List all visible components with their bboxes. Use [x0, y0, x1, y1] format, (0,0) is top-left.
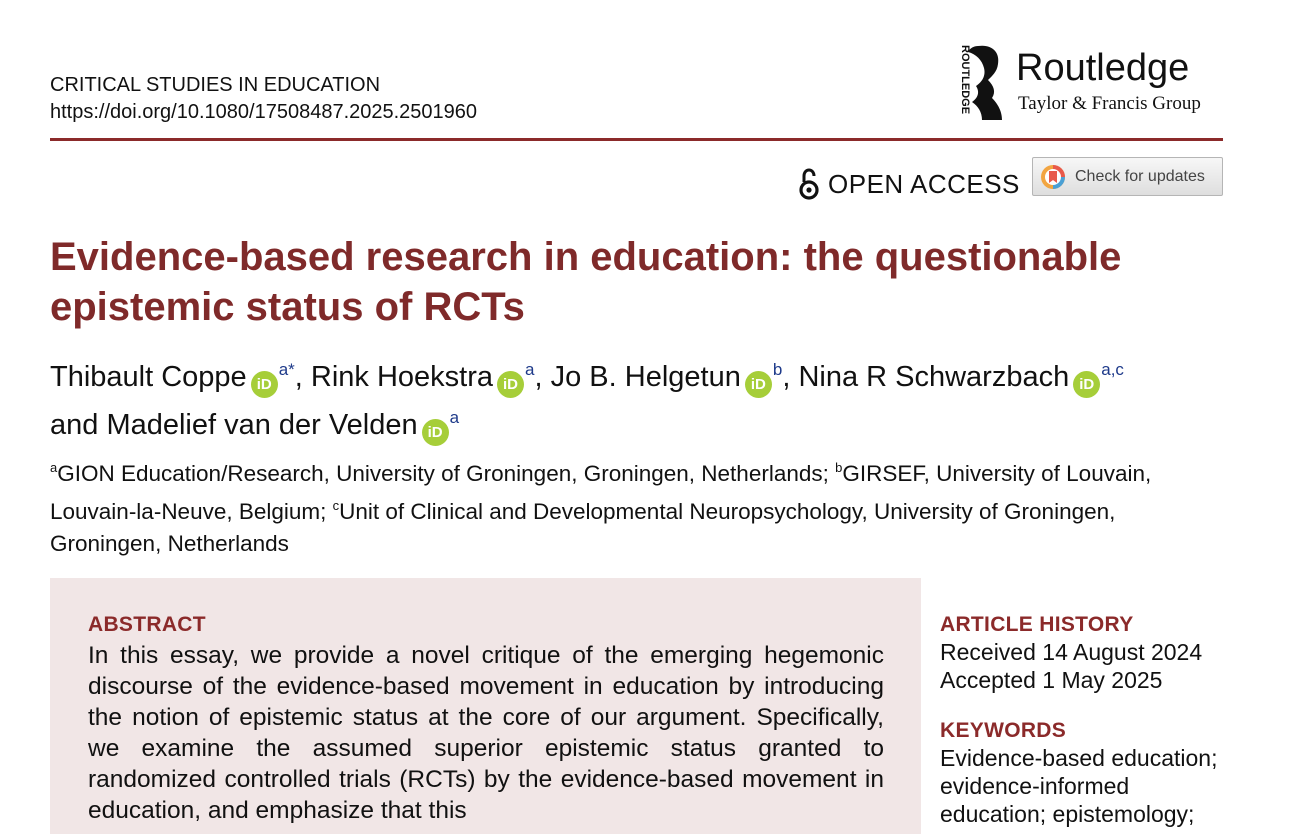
open-lock-icon [798, 168, 820, 200]
abstract-box [50, 578, 921, 834]
svg-text:ROUTLEDGE: ROUTLEDGE [959, 45, 971, 115]
author-item [50, 361, 311, 393]
keyword-item[interactable]: evidence-informed [940, 773, 1130, 799]
publisher-logo[interactable] [948, 42, 1224, 122]
affiliation-marker: b [835, 460, 843, 475]
author-affiliation-marker[interactable]: b [772, 360, 783, 379]
open-access-label: OPEN ACCESS [828, 169, 1020, 199]
affiliation-text: GIRSEF, University of Louvain, Louvain-la-Neuve, Belgium; [50, 461, 1152, 524]
author-name[interactable]: Rink Hoekstra [310, 361, 494, 393]
affiliations [50, 452, 1230, 560]
orcid-icon[interactable]: iD [497, 371, 524, 398]
header-divider [50, 138, 1223, 141]
author-name[interactable]: Nina R Schwarzbach [798, 361, 1070, 393]
orcid-icon[interactable]: iD [422, 419, 449, 446]
article-title: Evidence-based research in education: the questionable epistemic status of RCTs [50, 235, 1122, 329]
abstract-heading: ABSTRACT [88, 613, 206, 636]
affiliation-marker: c [332, 498, 340, 513]
orcid-icon[interactable]: iD [745, 371, 772, 398]
author-item [311, 361, 551, 393]
open-access-badge [798, 166, 1020, 202]
publisher-group: Taylor & Francis Group [1018, 93, 1201, 114]
orcid-icon[interactable]: iD [1073, 371, 1100, 398]
received-date: Received 14 August 2024 [940, 639, 1203, 665]
author-name[interactable]: Jo B. Helgetun [550, 361, 741, 393]
publisher-name: Routledge [1016, 47, 1190, 89]
author-list [50, 350, 1250, 446]
author-separator: , [782, 361, 799, 393]
affiliation-text: GION Education/Research, University of Groningen, Groningen, Netherlands; [57, 461, 836, 486]
check-for-updates-label: Check for updates [1075, 167, 1205, 185]
author-separator: , [294, 361, 311, 393]
author-separator: , [534, 361, 551, 393]
affiliation-text: Unit of Clinical and Developmental Neuropsychology, University of Groningen, Groningen, Netherlands [50, 499, 1116, 556]
author-affiliation-marker[interactable]: a* [278, 360, 295, 379]
article-history [940, 612, 1240, 694]
journal-name: CRITICAL STUDIES IN EDUCATION [50, 74, 381, 96]
accepted-date: Accepted 1 May 2025 [940, 667, 1163, 693]
author-name[interactable]: Thibault Coppe [50, 361, 247, 393]
author-affiliation-marker[interactable]: a,c [1101, 360, 1124, 379]
author-name[interactable]: and Madelief van der Velden [50, 409, 418, 441]
author-affiliation-marker[interactable]: a [449, 408, 460, 427]
keyword-item[interactable]: Evidence-based education; [940, 745, 1218, 771]
keywords [940, 718, 1240, 828]
author-item [798, 361, 1123, 393]
keywords-heading: KEYWORDS [940, 719, 1067, 742]
abstract-text: In this essay, we provide a novel critique of the emerging hegemonic discourse of the evidence-based movement in education by introducing the notion of epistemic status at the core of our argument. Specifically, we examine the assumed superior epistemic status granted to randomized controlled trials (RCTs) by the evidence-based movement in education, and emphasize that this [88, 642, 884, 824]
doi-link[interactable]: https://doi.org/10.1080/17508487.2025.2501960 [50, 101, 478, 123]
check-for-updates-button[interactable] [1032, 157, 1223, 196]
author-affiliation-marker[interactable]: a [525, 360, 535, 379]
crossmark-icon [1039, 163, 1067, 191]
article-history-heading: ARTICLE HISTORY [940, 613, 1134, 636]
routledge-logo-icon [948, 42, 1006, 122]
keyword-item[interactable]: education; epistemology; [940, 801, 1195, 827]
journal-header [50, 72, 477, 126]
author-item [551, 361, 799, 393]
orcid-icon[interactable]: iD [251, 371, 278, 398]
affiliation-marker: a [50, 460, 58, 475]
author-item [50, 409, 459, 441]
